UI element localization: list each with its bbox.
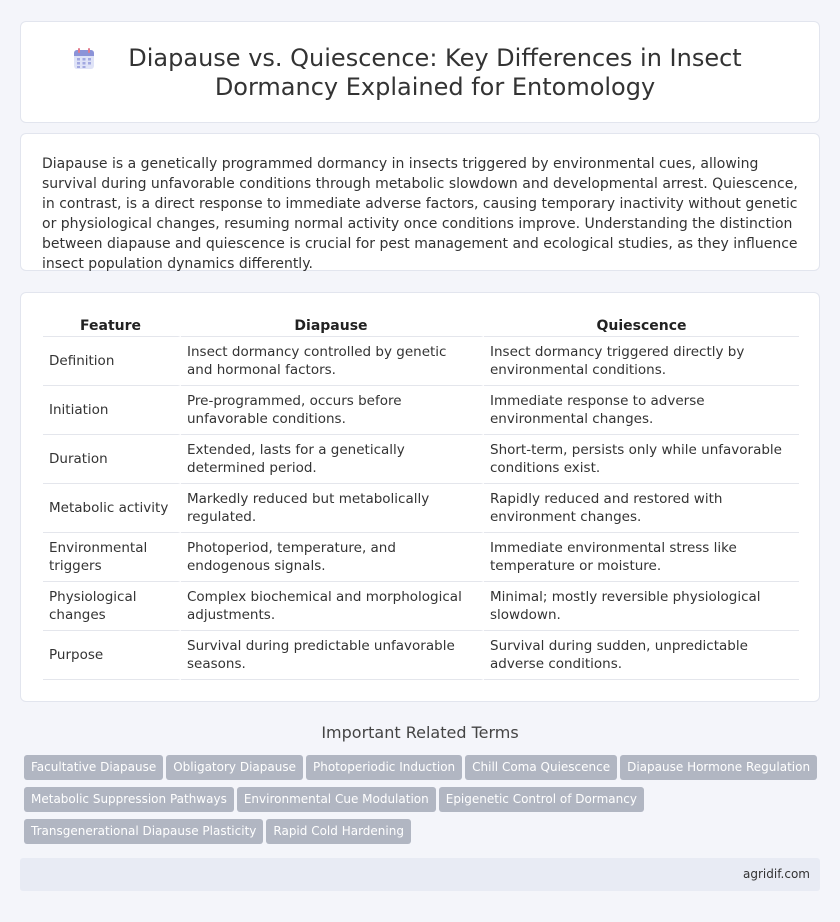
- comparison-table-card: [20, 292, 820, 702]
- related-term-tag[interactable]: Photoperiodic Induction: [306, 755, 462, 780]
- related-term-tag[interactable]: Diapause Hormone Regulation: [620, 755, 817, 780]
- footer-site: agridif.com: [743, 867, 810, 881]
- table-header-quiescence: Quiescence: [484, 313, 799, 337]
- related-term-tag[interactable]: Rapid Cold Hardening: [266, 819, 411, 844]
- diapause-cell: Survival during predictable unfavorable seasons.: [181, 631, 484, 680]
- diapause-cell: Extended, lasts for a genetically determined period.: [181, 435, 484, 484]
- diapause-cell: Pre-programmed, occurs before unfavorable conditions.: [181, 386, 484, 435]
- feature-cell: Metabolic activity: [43, 484, 181, 533]
- related-term-tag[interactable]: Obligatory Diapause: [166, 755, 303, 780]
- related-term-tag[interactable]: Facultative Diapause: [24, 755, 163, 780]
- footer: [20, 858, 820, 891]
- related-term-tag[interactable]: Transgenerational Diapause Plasticity: [24, 819, 263, 844]
- table-header-row: [43, 313, 799, 337]
- feature-cell: Initiation: [43, 386, 181, 435]
- related-term-tag[interactable]: Environmental Cue Modulation: [237, 787, 436, 812]
- feature-cell: Environmental triggers: [43, 533, 181, 582]
- quiescence-cell: Survival during sudden, unpredictable adverse conditions.: [484, 631, 799, 680]
- diapause-cell: Insect dormancy controlled by genetic and hormonal factors.: [181, 337, 484, 386]
- related-term-tag[interactable]: Epigenetic Control of Dormancy: [439, 787, 644, 812]
- quiescence-cell: Minimal; mostly reversible physiological slowdown.: [484, 582, 799, 631]
- header-card: [20, 21, 820, 123]
- quiescence-cell: Short-term, persists only while unfavorable conditions exist.: [484, 435, 799, 484]
- table-row: [43, 582, 799, 631]
- table-row: [43, 386, 799, 435]
- table-header-diapause: Diapause: [181, 313, 484, 337]
- table-header-feature: Feature: [43, 313, 181, 337]
- summary-card: [20, 133, 820, 271]
- diapause-cell: Markedly reduced but metabolically regulated.: [181, 484, 484, 533]
- quiescence-cell: Rapidly reduced and restored with environment changes.: [484, 484, 799, 533]
- quiescence-cell: Immediate response to adverse environmental changes.: [484, 386, 799, 435]
- quiescence-cell: Immediate environmental stress like temperature or moisture.: [484, 533, 799, 582]
- table-row: [43, 631, 799, 680]
- page-title: Diapause vs. Quiescence: Key Differences in Insect Dormancy Explained for Entomology: [128, 44, 742, 101]
- feature-cell: Purpose: [43, 631, 181, 680]
- related-terms-list: [24, 755, 824, 851]
- table-row: [43, 337, 799, 386]
- comparison-table: [43, 313, 799, 680]
- table-row: [43, 484, 799, 533]
- related-term-tag[interactable]: Chill Coma Quiescence: [465, 755, 617, 780]
- diapause-cell: Complex biochemical and morphological adjustments.: [181, 582, 484, 631]
- related-terms-heading: Important Related Terms: [321, 723, 519, 742]
- feature-cell: Definition: [43, 337, 181, 386]
- related-term-tag[interactable]: Metabolic Suppression Pathways: [24, 787, 234, 812]
- feature-cell: Duration: [43, 435, 181, 484]
- quiescence-cell: Insect dormancy triggered directly by environmental conditions.: [484, 337, 799, 386]
- table-row: [43, 533, 799, 582]
- summary-text: Diapause is a genetically programmed dormancy in insects triggered by environmental cues, allowing survival during unfavorable conditions through metabolic slowdown and developmental arrest. Quiescence, in contrast, is a direct response to immediate adverse factors, causing temporary inactivity without genetic or physiological changes, resuming normal activity once conditions improve. Understanding the distinction between diapause and quiescence is crucial for pest management and ecological studies, as they influence insect population dynamics differently.: [42, 156, 798, 272]
- table-row: [43, 435, 799, 484]
- feature-cell: Physiological changes: [43, 582, 181, 631]
- diapause-cell: Photoperiod, temperature, and endogenous signals.: [181, 533, 484, 582]
